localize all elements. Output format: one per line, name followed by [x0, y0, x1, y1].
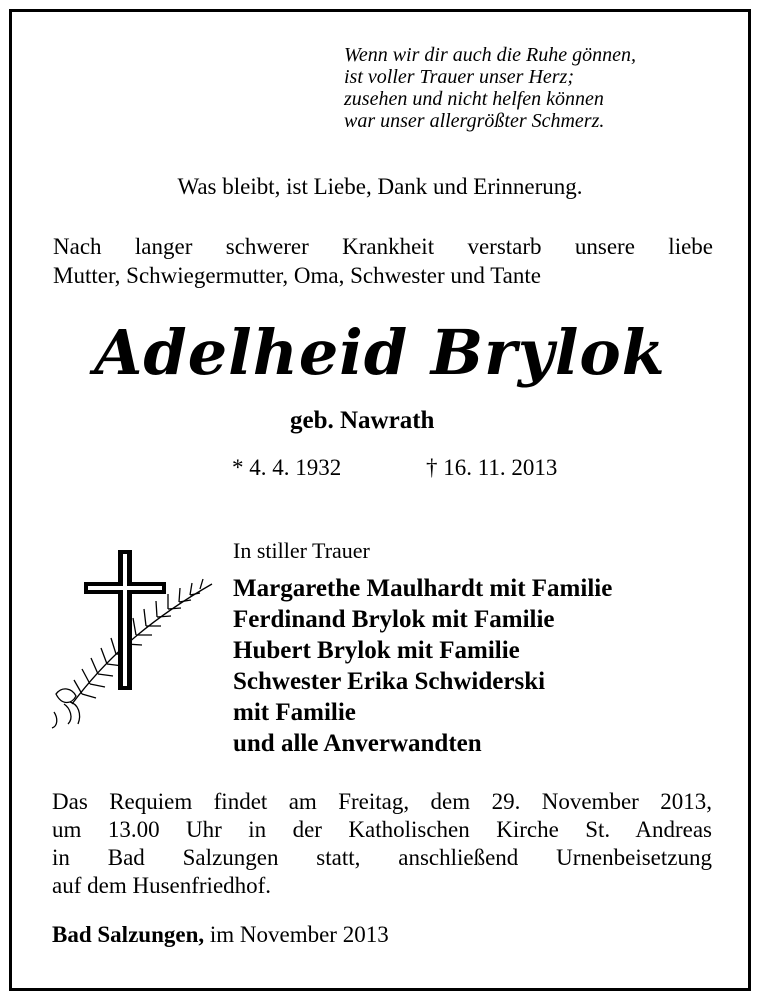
requiem-line: in Bad Salzungen statt, anschließend Urnenbeisetzung	[52, 845, 712, 870]
death-date: † 16. 11. 2013	[426, 455, 558, 480]
birth-name: geb. Nawrath	[290, 407, 435, 434]
list-item: mit Familie	[233, 699, 356, 726]
poem	[344, 44, 724, 132]
list-item: Schwester Erika Schwiderski	[233, 668, 546, 695]
list-item: Hubert Brylok mit Familie	[233, 637, 520, 664]
mourners-list	[233, 573, 612, 759]
list-item: Ferdinand Brylok mit Familie	[233, 606, 555, 633]
cross-with-palm-icon	[42, 544, 227, 734]
list-item: Margarethe Maulhardt mit Familie	[233, 575, 613, 602]
closing-place: Bad Salzungen,	[52, 922, 205, 947]
closing-date: im November 2013	[209, 922, 389, 947]
mourning-heading: In stiller Trauer	[233, 538, 370, 563]
motto: Was bleibt, ist Liebe, Dank und Erinnerung.	[177, 174, 583, 199]
intro-text	[53, 232, 713, 290]
poem-line: war unser allergrößter Schmerz.	[344, 110, 605, 132]
requiem-line: auf dem Husenfriedhof.	[52, 873, 272, 898]
poem-line: Wenn wir dir auch die Ruhe gönnen,	[344, 44, 637, 66]
poem-line: zusehen und nicht helfen können	[344, 88, 604, 110]
deceased-name: Adelheid Brylok	[94, 316, 666, 389]
requiem-line: Das Requiem findet am Freitag, dem 29. November 2013,	[52, 789, 712, 814]
list-item: und alle Anverwandten	[233, 730, 482, 757]
intro-line: Nach langer schwerer Krankheit verstarb unsere liebe	[53, 234, 713, 259]
poem-line: ist voller Trauer unser Herz;	[344, 66, 574, 88]
requiem-text	[52, 788, 712, 900]
requiem-line: um 13.00 Uhr in der Katholischen Kirche St. Andreas	[52, 817, 712, 842]
closing-line	[52, 922, 389, 948]
intro-line: Mutter, Schwiegermutter, Oma, Schwester und Tante	[53, 263, 541, 288]
birth-date: * 4. 4. 1932	[232, 455, 342, 480]
